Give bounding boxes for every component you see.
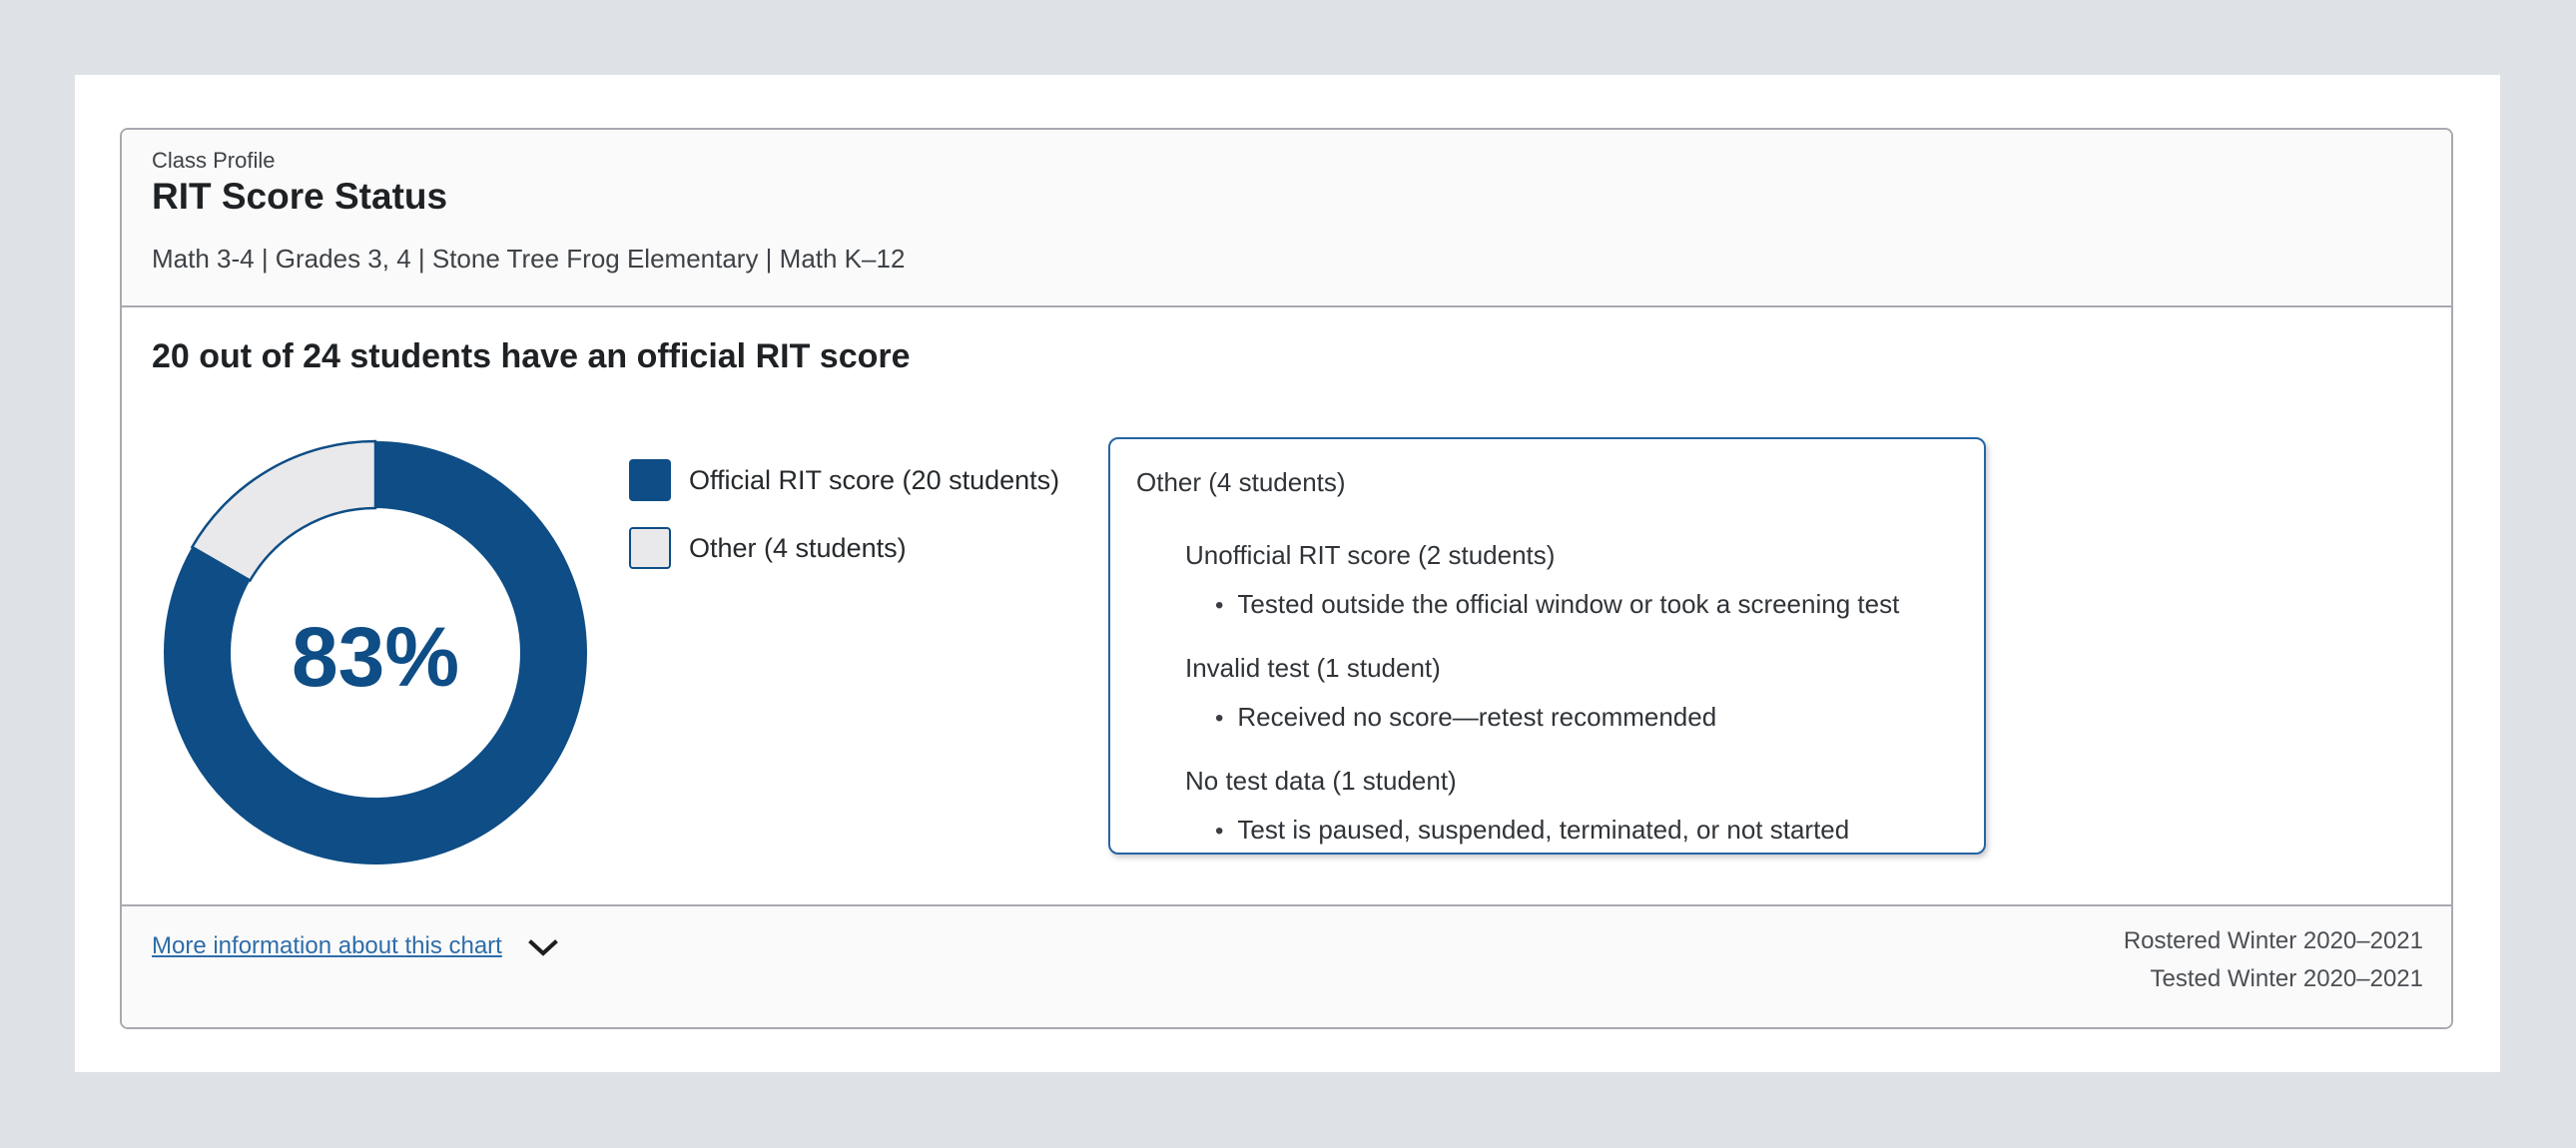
section-title: Unofficial RIT score (2 students) bbox=[1185, 540, 1556, 570]
summary-heading: 20 out of 24 students have an official RIT score bbox=[152, 337, 911, 375]
section-bullet bbox=[1215, 702, 1956, 733]
donut-chart bbox=[162, 439, 589, 866]
donut-percent-label: 83% bbox=[291, 610, 460, 704]
card-body bbox=[122, 307, 2451, 904]
class-context-line: Math 3-4 | Grades 3, 4 | Stone Tree Frog Elementary | Math K–12 bbox=[152, 244, 906, 274]
card-header bbox=[122, 130, 2451, 307]
card-title: RIT Score Status bbox=[152, 176, 448, 217]
section-title: Invalid test (1 student) bbox=[1185, 653, 1441, 683]
more-info-expander[interactable] bbox=[152, 932, 558, 960]
bullet-text: • Test is paused, suspended, terminated, or not started bbox=[1237, 815, 1850, 845]
legend-label-other: Other (4 students) bbox=[689, 532, 907, 563]
other-swatch-icon bbox=[629, 527, 671, 569]
donut-chart-svg bbox=[162, 439, 589, 866]
official-swatch-icon bbox=[629, 459, 671, 501]
rostered-term: Rostered Winter 2020–2021 bbox=[2123, 927, 2423, 954]
donut-other-segment bbox=[192, 441, 375, 581]
content-panel bbox=[75, 75, 2500, 1072]
other-panel-title: Other (4 students) bbox=[1136, 467, 1346, 497]
legend-item-other bbox=[629, 527, 1059, 569]
report-section-label: Class Profile bbox=[152, 148, 276, 173]
chart-legend bbox=[629, 459, 1059, 595]
card-footer bbox=[122, 904, 2451, 1027]
tested-term: Tested Winter 2020–2021 bbox=[2150, 965, 2423, 992]
more-info-link[interactable]: More information about this chart bbox=[152, 932, 502, 959]
chevron-down-icon[interactable] bbox=[528, 939, 558, 957]
section-bullet bbox=[1215, 589, 1956, 620]
section-title: No test data (1 student) bbox=[1185, 766, 1457, 796]
legend-label-official: Official RIT score (20 students) bbox=[689, 464, 1060, 495]
section-bullet bbox=[1215, 815, 1956, 846]
other-section-unofficial bbox=[1185, 540, 1956, 620]
bullet-text: • Received no score—retest recommended bbox=[1237, 702, 1717, 732]
term-info bbox=[2124, 922, 2423, 998]
other-section-no-test-data bbox=[1185, 766, 1956, 846]
other-details-panel bbox=[1108, 437, 1986, 855]
rit-score-status-card bbox=[120, 128, 2453, 1029]
other-section-invalid bbox=[1185, 653, 1956, 733]
bullet-text: • Tested outside the official window or took a screening test bbox=[1237, 589, 1900, 619]
legend-item-official bbox=[629, 459, 1059, 501]
